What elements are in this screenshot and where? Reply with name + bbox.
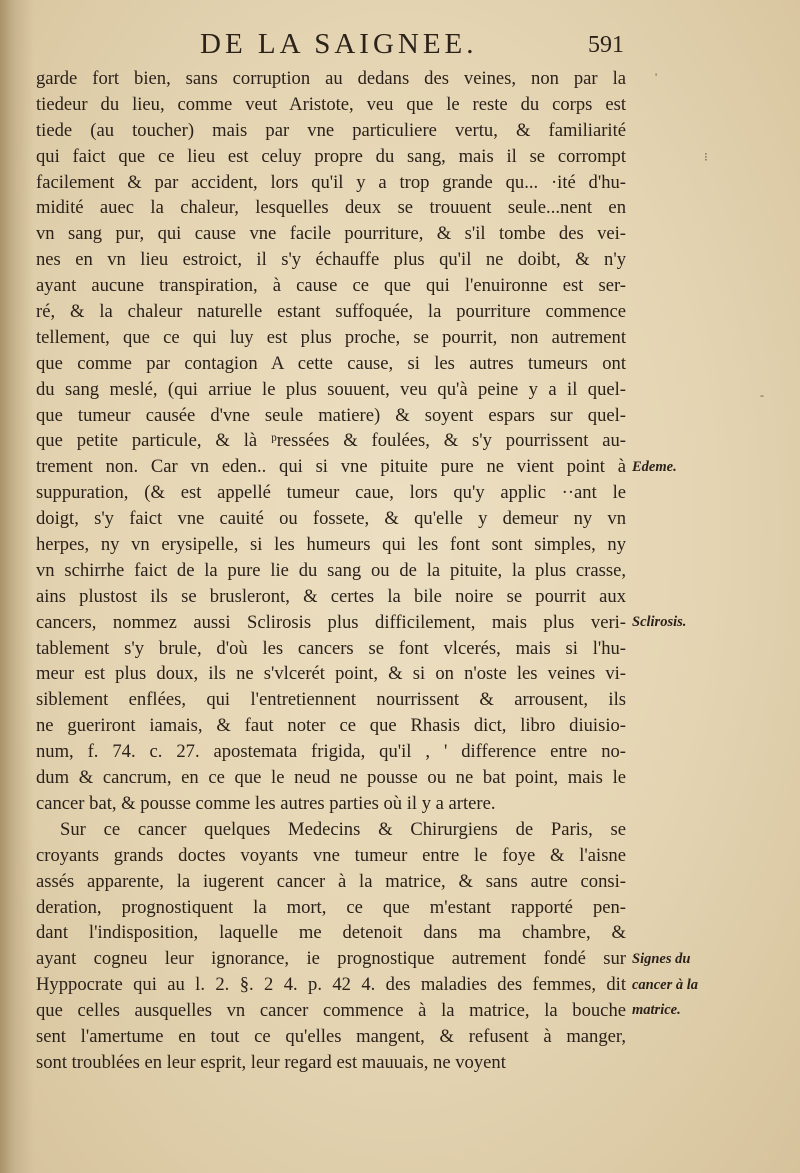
text-line: facilement & par accident, lors qu'il y a trop grande qu... ·ité d'hu- <box>36 171 626 193</box>
text-line: vn sang pur, qui cause vne facile pourriture, & s'il tombe des vei- <box>36 223 626 245</box>
page-header <box>0 28 800 68</box>
text-line: suppuration, (& est appellé tumeur caue, lors qu'y applic ··ant le <box>36 482 626 504</box>
text-line: Hyppocrate qui au l. 2. §. 2 4. p. 42 4. des maladies des femmes, dit <box>36 974 626 996</box>
body-text <box>36 66 626 1076</box>
text-line: herpes, ny vn erysipelle, si les humeurs qui les font sont simples, ny <box>36 534 626 556</box>
text-line: assés apparente, la iugerent cancer à la matrice, & sans autre consi- <box>36 870 626 892</box>
text-line: ains plustost ils se brusleront, & certes la bile noire se pourrit aux <box>36 585 626 607</box>
ink-speck: ⁝ <box>704 150 708 164</box>
running-head: DE LA SAIGNEE. <box>200 28 478 60</box>
binding-gutter-shadow <box>0 0 34 1173</box>
margin-note: Edeme. <box>632 458 677 475</box>
text-line: tellement, que ce qui luy est plus proche, se pourrit, non autrement <box>36 326 626 348</box>
text-line: tablement s'y brule, d'où les cancers se font vlcerés, mais si l'hu- <box>36 637 626 659</box>
text-line: que petite particule, & là ᵖressées & foulées, & s'y pourrissent au- <box>36 430 626 452</box>
text-line: ne gueriront iamais, & faut noter ce que Rhasis dict, libro diuisio- <box>36 715 626 737</box>
text-line: doigt, s'y faict vne cauité ou fossete, & qu'elle y demeur ny vn <box>36 508 626 530</box>
text-line: meur est plus doux, ils ne s'vlcerét point, & si on n'oste les veines vi- <box>36 663 626 685</box>
text-line: dant l'indisposition, laquelle me detenoit dans ma chambre, & <box>36 922 626 944</box>
text-line: que comme par contagion A cette cause, si les autres tumeurs ont <box>36 352 626 374</box>
text-line: num, f. 74. c. 27. apostemata frigida, qu'il , ' difference entre no- <box>36 741 626 763</box>
text-line: tiede (au toucher) mais par vne particuliere vertu, & familiarité <box>36 119 626 141</box>
text-line: siblement enflées, qui l'entretiennent nourrissent & arrousent, ils <box>36 689 626 711</box>
text-line: sont troublées en leur esprit, leur regard est mauuais, ne voyent <box>36 1051 506 1073</box>
text-line: ayant cogneu leur ignorance, ie prognostique autrement fondé sur <box>36 948 626 970</box>
text-line: sent l'amertume en tout ce qu'elles mangent, & refusent à manger, <box>36 1025 626 1047</box>
text-line: midité auec la chaleur, lesquelles deux se trouuent seule...nent en <box>36 197 626 219</box>
text-line: dum & cancrum, en ce que le neud ne pousse ou ne bat point, mais le <box>36 767 626 789</box>
text-line: que tumeur causée d'vne seule matiere) & soyent espars sur quel- <box>36 404 626 426</box>
text-line: que celles ausquelles vn cancer commence à la matrice, la bouche <box>36 1000 626 1022</box>
text-line: qui faict que ce lieu est celuy propre du sang, mais il se corrompt <box>36 145 626 167</box>
ink-speck: ' <box>655 70 658 84</box>
text-line: deration, prognostiquent la mort, ce que m'estant rapporté pen- <box>36 896 626 918</box>
text-line: ayant aucune transpiration, à cause ce que qui l'enuironne est ser- <box>36 275 626 297</box>
text-line: ré, & la chaleur naturelle estant suffoquée, la pourriture commence <box>36 301 626 323</box>
text-line: cancers, nommez aussi Sclirosis plus difficilement, mais plus veri- <box>36 611 626 633</box>
page-number: 591 <box>588 32 624 58</box>
text-line: croyants grands doctes voyants vne tumeur entre le foye & l'aisne <box>36 844 626 866</box>
margin-note: cancer à la <box>632 976 699 993</box>
text-line: vn schirrhe faict de la pure lie du sang ou de la pituite, la plus crasse, <box>36 559 626 581</box>
text-line: trement non. Car vn eden.. qui si vne pituite pure ne vient point à <box>36 456 626 478</box>
text-line: cancer bat, & pousse comme les autres parties où il y a artere. <box>36 792 496 814</box>
text-line: garde fort bien, sans corruption au dedans des veines, non par la <box>36 68 626 89</box>
margin-note: Signes du <box>632 950 691 967</box>
margin-note: Sclirosis. <box>632 613 687 630</box>
ink-speck: - <box>760 388 764 402</box>
text-line: tiedeur du lieu, comme veut Aristote, veu que le reste du corps est <box>36 93 626 115</box>
text-line: nes en vn lieu estroict, il s'y échauffe plus qu'il ne doibt, & n'y <box>36 249 626 271</box>
text-line: du sang meslé, (qui arriue le plus souuent, veu qu'à peine y a il quel- <box>36 378 626 400</box>
text-line: Sur ce cancer quelques Medecins & Chirurgiens de Paris, se <box>60 818 626 840</box>
margin-note: matrice. <box>632 1002 681 1019</box>
